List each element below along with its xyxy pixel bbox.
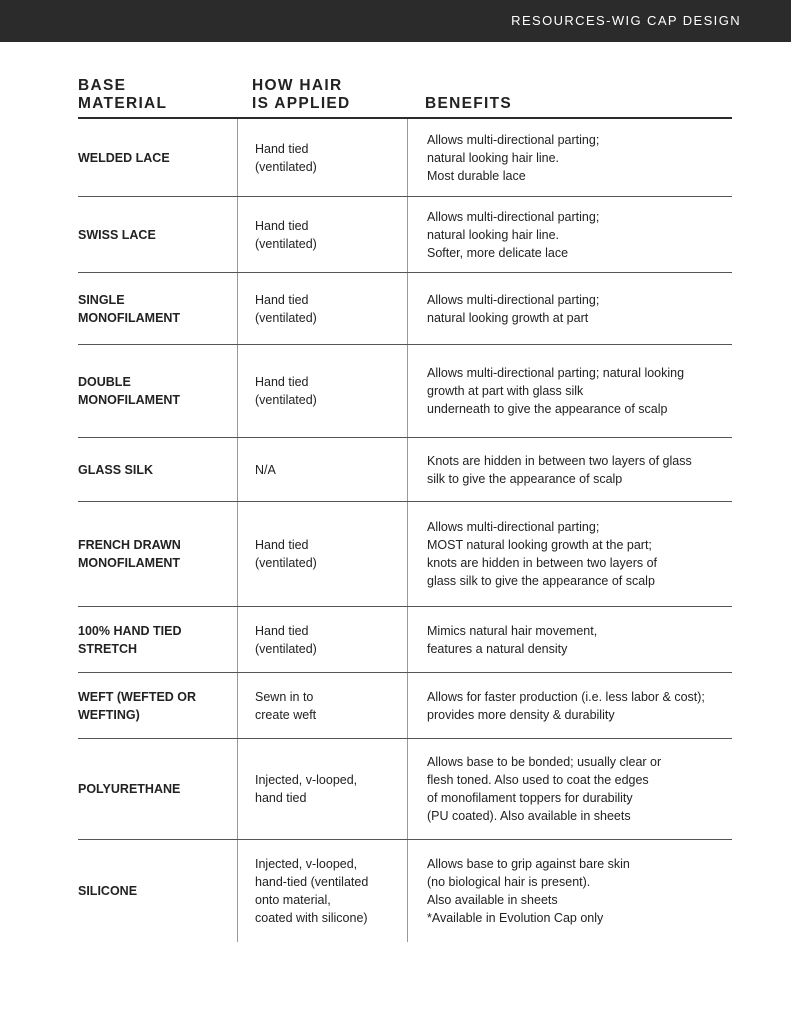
table-row <box>78 673 732 739</box>
base-material-cell: FRENCH DRAWN MONOFILAMENT <box>78 538 181 570</box>
table-row <box>78 273 732 345</box>
application-cell: Hand tied (ventilated) <box>255 623 317 656</box>
table-row <box>78 438 732 502</box>
column-header-benefits: BENEFITS <box>425 95 513 112</box>
benefits-cell: Allows multi-directional parting; natural looking hair line. Most durable lace <box>427 132 600 183</box>
benefits-cell: Allows multi-directional parting; natural looking growth at part with glass silk underneath to give the appearance of scalp <box>427 366 685 416</box>
benefits-cell: Allows multi-directional parting; natural looking growth at part <box>427 292 600 325</box>
base-material-cell: WELDED LACE <box>78 150 170 165</box>
application-cell: N/A <box>255 462 276 477</box>
base-material-cell: SILICONE <box>78 884 138 898</box>
base-material-cell: POLYURETHANE <box>78 782 181 796</box>
benefits-cell: Allows multi-directional parting; MOST natural looking growth at the part; knots are hidden in between two layers of glass silk to give the appearance of scalp <box>427 520 657 588</box>
base-material-cell: SINGLE MONOFILAMENT <box>78 292 181 325</box>
benefits-cell: Allows base to be bonded; usually clear or flesh toned. Also used to coat the edges of monofilament toppers for durability (PU coated). Also available in sheets <box>427 755 662 823</box>
header-title: RESOURCES-WIG CAP DESIGN <box>511 13 741 28</box>
column-header-how-hair-applied: HOW HAIR IS APPLIED <box>252 77 351 112</box>
table-row <box>78 840 732 942</box>
table-row <box>78 739 732 840</box>
table-row <box>78 607 732 673</box>
application-cell: Hand tied (ventilated) <box>255 538 317 570</box>
table-row <box>78 119 732 197</box>
application-cell: Sewn in to create weft <box>255 689 317 722</box>
application-cell: Hand tied (ventilated) <box>255 141 317 174</box>
base-material-cell: WEFT (WEFTED OR WEFTING) <box>78 689 197 722</box>
table-row <box>78 197 732 273</box>
benefits-cell: Mimics natural hair movement, features a natural density <box>427 623 598 656</box>
base-material-cell: DOUBLE MONOFILAMENT <box>78 375 181 407</box>
base-material-cell: SWISS LACE <box>78 227 156 242</box>
column-header-base-material: BASE MATERIAL <box>78 77 168 112</box>
application-cell: Hand tied (ventilated) <box>255 292 317 325</box>
application-cell: Hand tied (ventilated) <box>255 375 317 407</box>
benefits-cell: Allows base to grip against bare skin (no biological hair is present). Also available in sheets *Available in Evolution Cap only <box>427 857 630 925</box>
table-row <box>78 345 732 438</box>
benefits-cell: Knots are hidden in between two layers of glass silk to give the appearance of scalp <box>427 453 692 486</box>
application-cell: Hand tied (ventilated) <box>255 218 317 251</box>
application-cell: Injected, v-looped, hand-tied (ventilated onto material, coated with silicone) <box>255 857 369 925</box>
application-cell: Injected, v-looped, hand tied <box>255 773 358 805</box>
benefits-cell: Allows for faster production (i.e. less labor & cost); provides more density & durability <box>427 689 705 722</box>
table-row <box>78 502 732 607</box>
header-bar <box>0 0 791 42</box>
base-material-cell: 100% HAND TIED STRETCH <box>78 623 182 656</box>
base-material-cell: GLASS SILK <box>78 462 154 477</box>
benefits-cell: Allows multi-directional parting; natural looking hair line. Softer, more delicate lace <box>427 209 600 260</box>
